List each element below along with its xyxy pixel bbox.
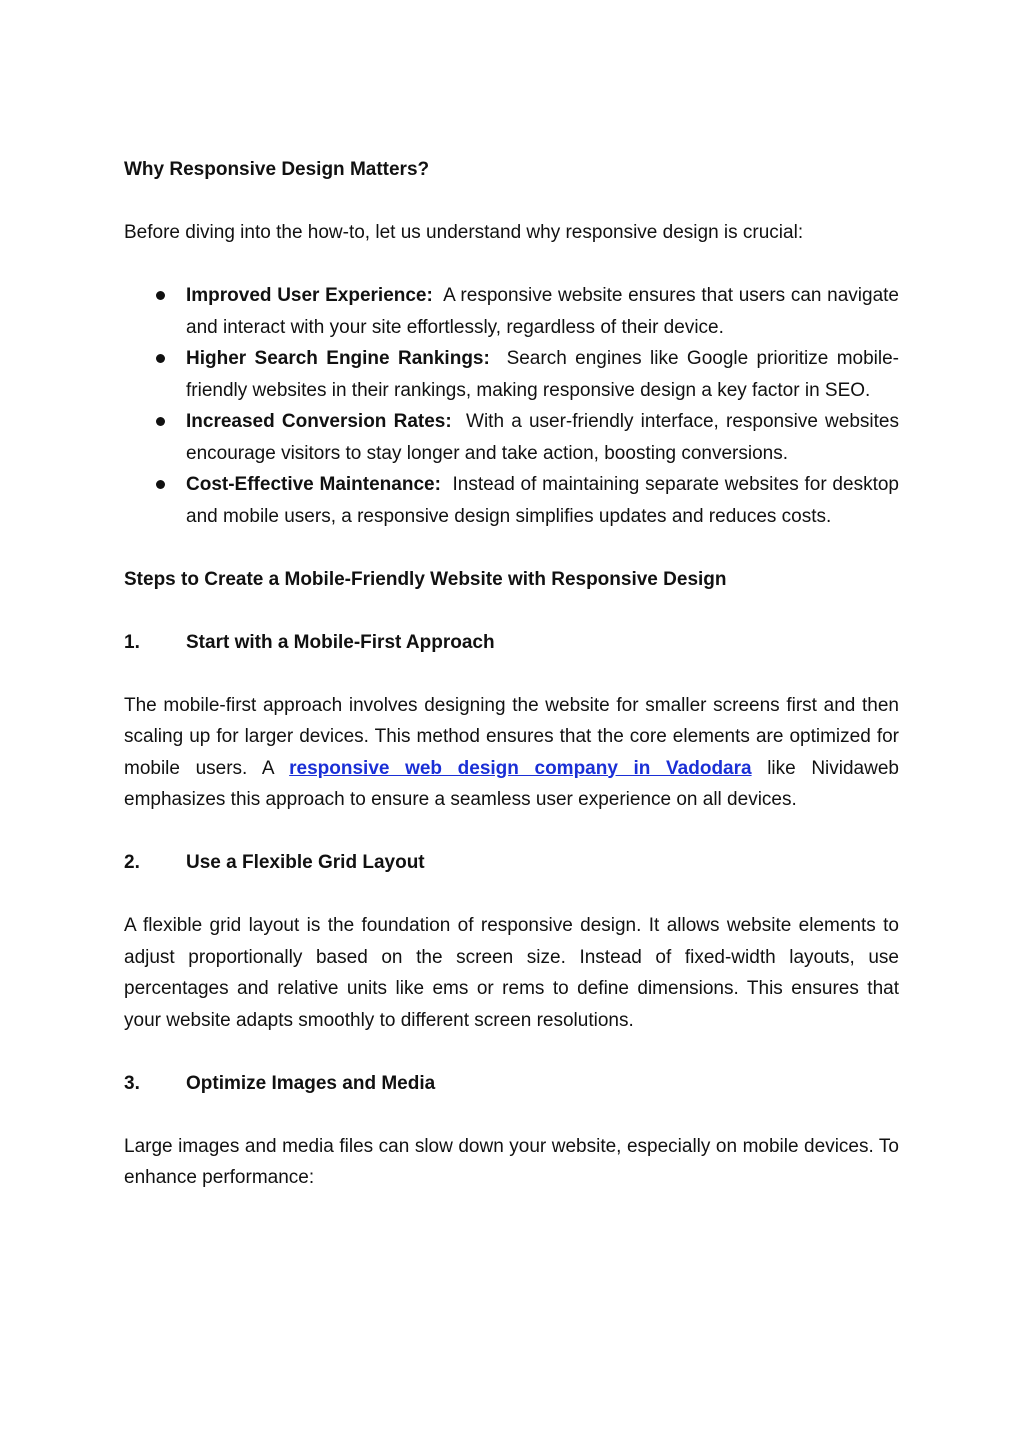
spacer: [124, 1036, 899, 1068]
step-paragraph-2: A flexible grid layout is the foundation of responsive design. It allows website elements to adjust proportionally based on the screen size. Instead of fixed-width layouts, use percentages and relative units like ems or rems to define dimensions. This ensures that your website adapts smoothly to different screen resolutions.: [124, 915, 899, 1031]
spacer: [124, 595, 899, 627]
spacer: [124, 879, 899, 911]
intro-paragraph: Before diving into the how-to, let us understand why responsive design is crucial:: [124, 222, 804, 243]
bullet-label: Higher Search Engine Rankings:: [186, 348, 490, 369]
bullet-icon: [156, 480, 165, 489]
vadodara-company-link[interactable]: responsive web design company in Vadodara: [289, 757, 752, 779]
spacer: [124, 186, 899, 218]
bullet-icon: [156, 417, 165, 426]
section-title-steps: Steps to Create a Mobile-Friendly Website with Responsive Design: [124, 568, 727, 590]
step-paragraph-3: Large images and media files can slow down your website, especially on mobile devices. To enhance performance:: [124, 1135, 899, 1188]
benefits-list: [124, 280, 899, 532]
step-heading-3: [124, 1068, 899, 1100]
spacer: [124, 1099, 899, 1131]
spacer: [124, 658, 899, 690]
bullet-label: Increased Conversion Rates:: [186, 411, 452, 432]
bullet-label: Cost-Effective Maintenance:: [186, 474, 441, 495]
step-title: Optimize Images and Media: [186, 1072, 436, 1094]
list-item: [124, 469, 899, 532]
step-number: 1.: [124, 631, 140, 653]
bullet-label: Improved User Experience:: [186, 285, 433, 306]
spacer: [124, 249, 899, 281]
paragraph-text: like Nividaweb emphasizes this approach to ensure a seamless user experience on all devices.: [124, 757, 899, 810]
list-item: [124, 406, 899, 469]
step-number: 2.: [124, 852, 140, 873]
bullet-text: A responsive website ensures that users can navigate and interact with your site effortlessly, regardless of their device.: [186, 285, 899, 338]
bullet-icon: [156, 354, 165, 363]
step-heading-2: [124, 847, 899, 879]
list-item: [124, 343, 899, 406]
document-page: [124, 154, 899, 1194]
step-paragraph-1: [124, 690, 899, 816]
paragraph-text: The mobile-first approach involves designing the website for smaller screens first and then scaling up for larger devices. This method ensures that the core elements are optimized for mobile users. A: [124, 694, 899, 779]
bullet-text: Search engines like Google prioritize mobile-friendly websites in their rankings, making responsive design a key factor in SEO.: [186, 348, 899, 401]
step-title: Start with a Mobile-First Approach: [186, 631, 495, 653]
spacer: [124, 816, 899, 848]
section-title-why-responsive: Why Responsive Design Matters?: [124, 159, 430, 180]
step-number: 3.: [124, 1072, 140, 1094]
step-heading-1: [124, 627, 899, 659]
step-title: Use a Flexible Grid Layout: [186, 852, 425, 873]
bullet-icon: [156, 291, 165, 300]
spacer: [124, 532, 899, 564]
list-item: [124, 280, 899, 343]
bullet-text: Instead of maintaining separate websites for desktop and mobile users, a responsive design simplifies updates and reduces costs.: [186, 474, 899, 527]
bullet-text: With a user-friendly interface, responsive websites encourage visitors to stay longer and take action, boosting conversions.: [186, 411, 899, 464]
